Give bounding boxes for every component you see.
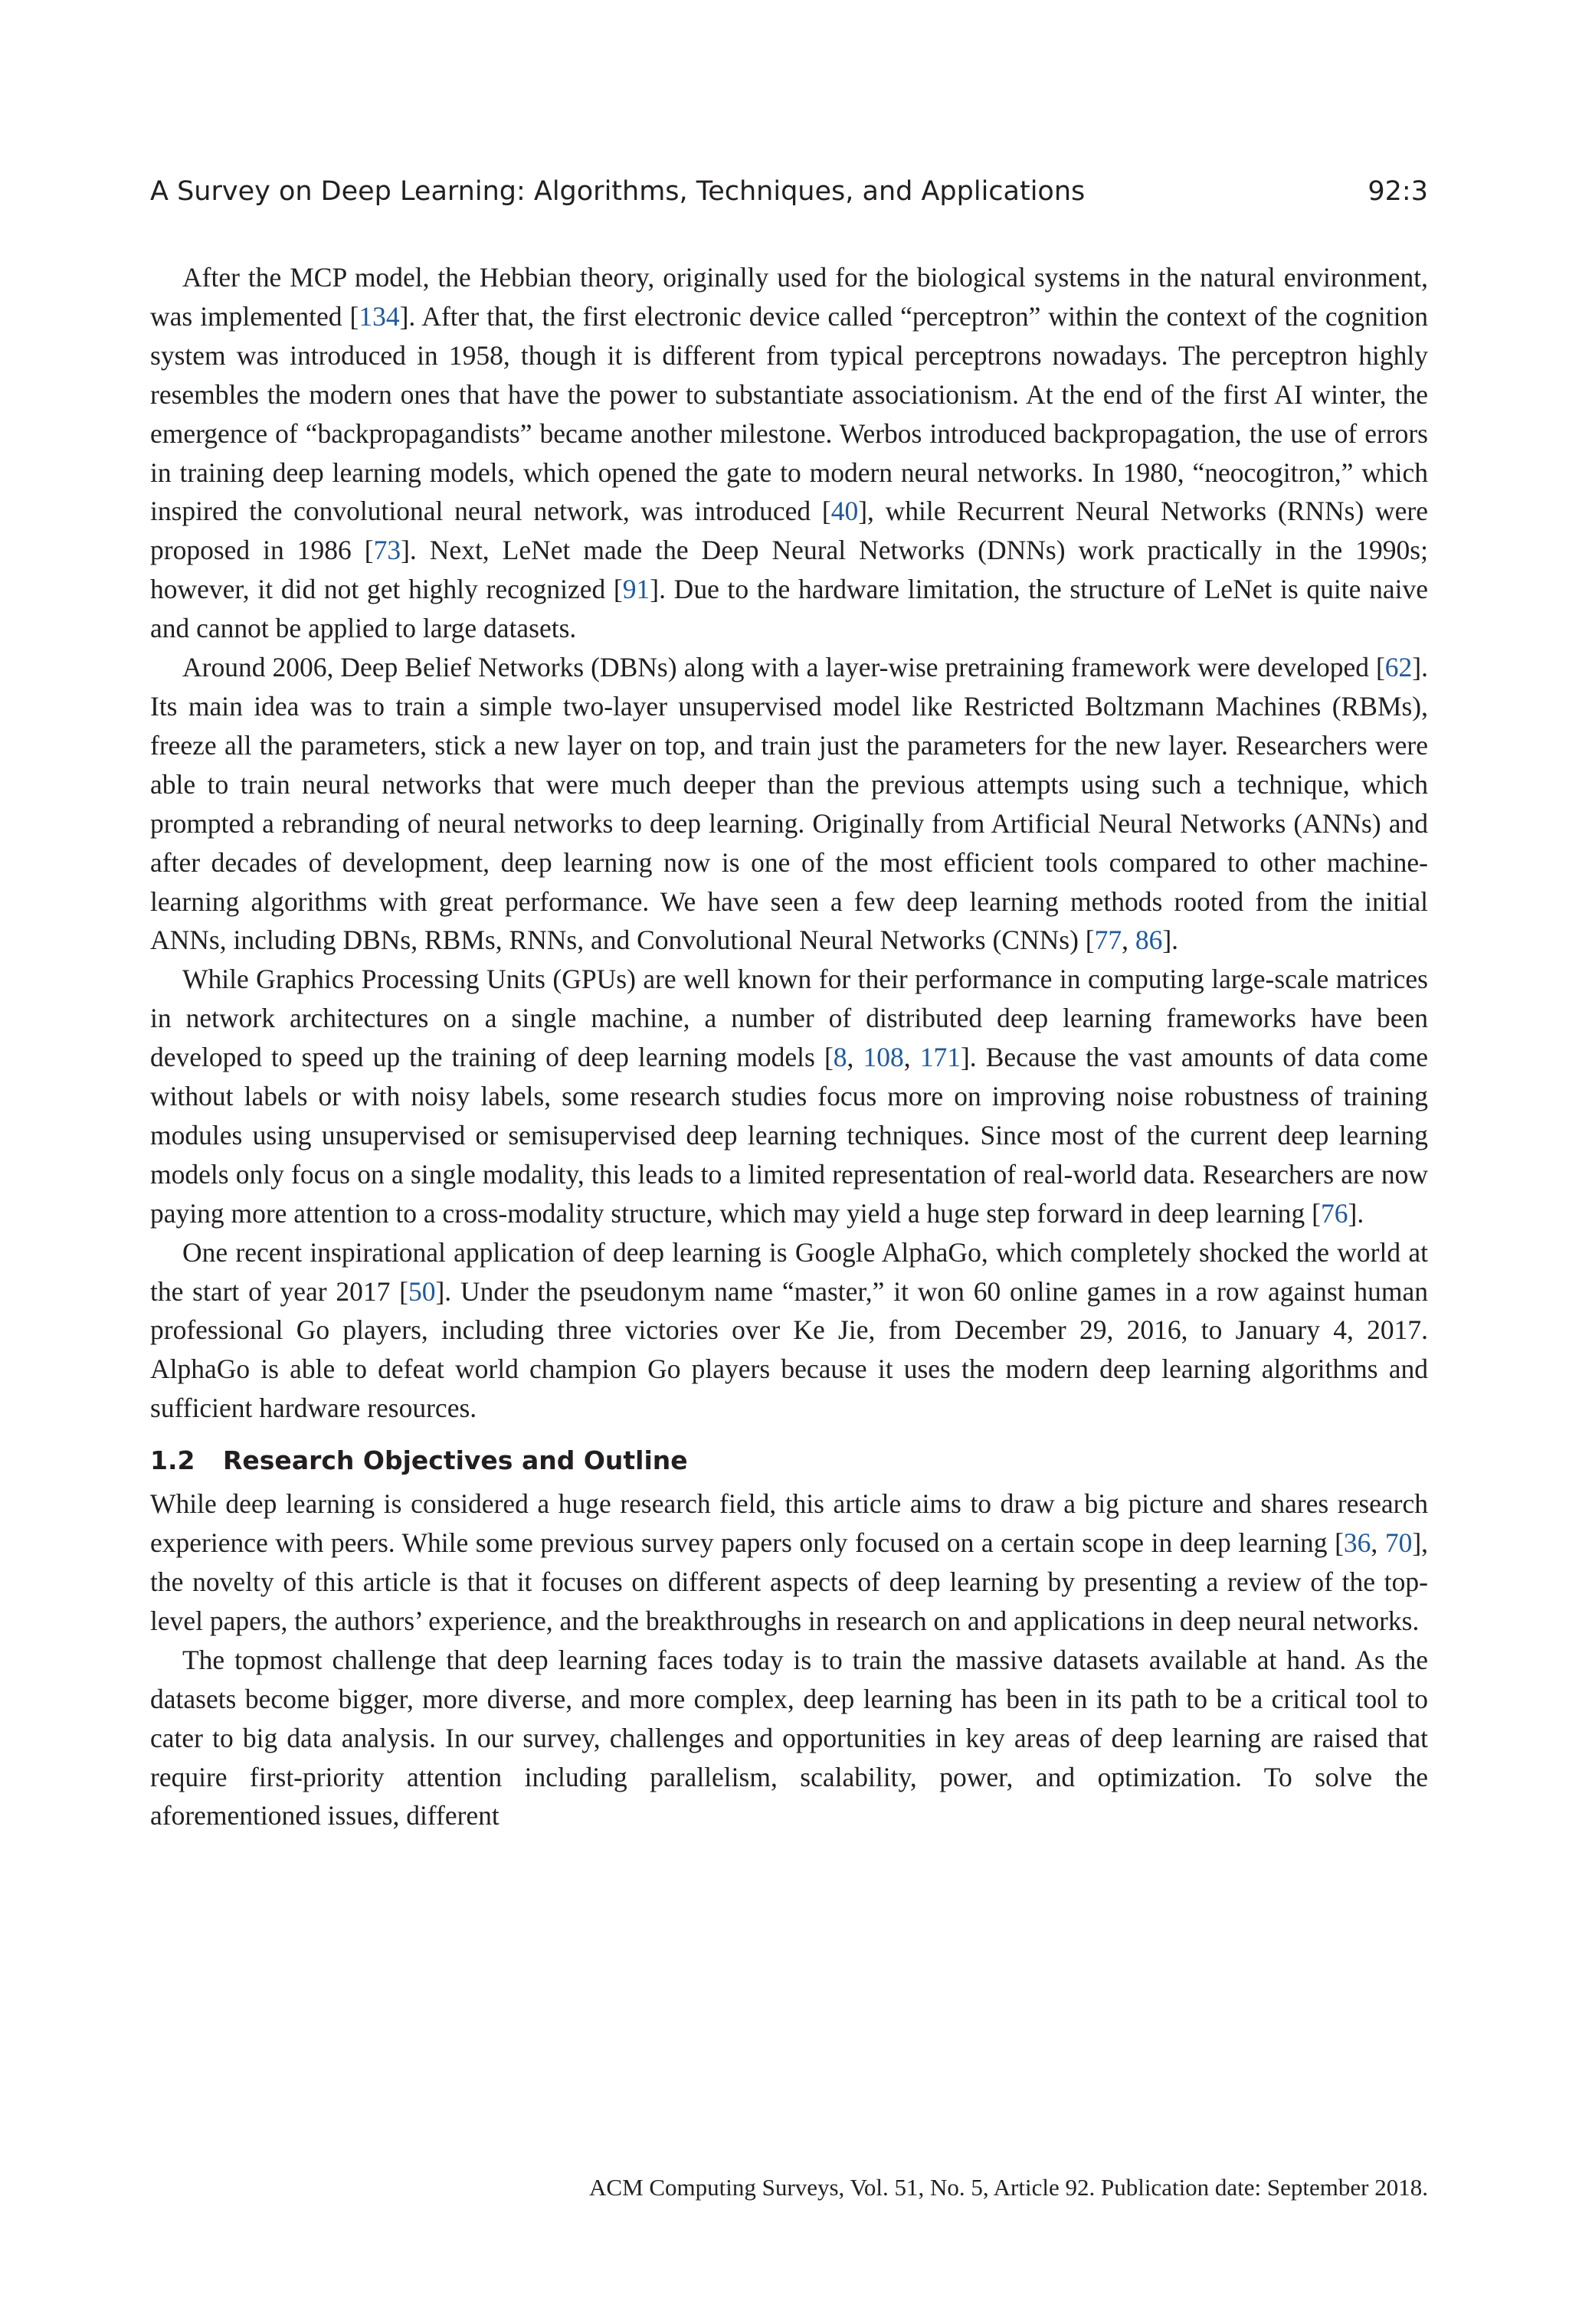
- section-paragraph-2: [150, 1641, 1428, 1836]
- citation-link[interactable]: 86: [1135, 925, 1163, 956]
- citation-link[interactable]: 50: [408, 1275, 436, 1307]
- paragraph-text: ]. After that, the first electronic device called “perceptron” within the context of the cognition system was introduced in 1958, though it is different from typical perceptrons nowadays. The perceptron highly resembles the modern ones that have the power to substantiate associationism. At the end of the first AI winter, the emergence of “backpropagandists” became another milestone. Werbos introduced backpropagation, the use of errors in training deep learning models, which opened the gate to modern neural networks. In 1980, “neocogitron,” which inspired the convolutional neural network, was introduced [: [150, 300, 1429, 527]
- paragraph-text: ]. Its main idea was to train a simple two-layer unsupervised model like Restricted Boltzmann Machines (RBMs), freeze all the parameters, stick a new layer on top, and train just the parameters for the new layer. Researchers were able to train neural networks that were much deeper than the previous attempts using such a technique, which prompted a rebranding of neural networks to deep learning. Originally from Artificial Neural Networks (ANNs) and after decades of development, deep learning now is one of the most efficient tools compared to other machine-learning algorithms with great performance. We have seen a few deep learning methods rooted from the initial ANNs, including DBNs, RBMs, RNNs, and Convolutional Neural Networks (CNNs) [: [150, 652, 1428, 956]
- body-paragraph-2: [150, 648, 1428, 960]
- paragraph-text: ]. Due to the hardware limitation, the structure of LeNet is quite naive and cannot be applied to large datasets.: [150, 574, 1429, 644]
- paragraph-text: ,: [1371, 1527, 1385, 1559]
- paragraph-text: ], the novelty of this article is that it focuses on different aspects of deep learning by presenting a review of the top-level papers, the authors’ experience, and the breakthroughs in research on and applications in deep neural networks.: [150, 1527, 1429, 1636]
- citation-link[interactable]: 108: [863, 1042, 904, 1073]
- citation-link[interactable]: 76: [1321, 1197, 1348, 1229]
- section-number: 1.2: [150, 1445, 195, 1476]
- body-paragraph-3: [150, 960, 1428, 1232]
- paragraph-text: After the MCP model, the Hebbian theory, originally used for the biological systems in the natural environment, was implemented [: [150, 262, 1428, 332]
- journal-footer: ACM Computing Surveys, Vol. 51, No. 5, Article 92. Publication date: September 2018.: [589, 2174, 1428, 2201]
- paper-page: [150, 0, 1428, 2324]
- body-text: [150, 258, 1428, 1835]
- citation-link[interactable]: 36: [1343, 1527, 1371, 1559]
- paragraph-text: ].: [1162, 925, 1179, 956]
- citation-link[interactable]: 8: [833, 1042, 847, 1073]
- paragraph-text: ]. Because the vast amounts of data come without labels or with noisy labels, some research studies focus more on improving noise robustness of training modules using unsupervised or semisupervised deep learning techniques. Since most of the current deep learning models only focus on a single modality, this leads to a limited representation of real-world data. Researchers are now paying more attention to a cross-modality structure, which may yield a huge step forward in deep learning [: [150, 1042, 1428, 1229]
- paragraph-text: ], while Recurrent Neural Networks (RNNs) were proposed in 1986 [: [150, 496, 1428, 566]
- paragraph-text: ]. Under the pseudonym name “master,” it won 60 online games in a row against human professional Go players, including three victories over Ke Jie, from December 29, 2016, to January 4, 2017. AlphaGo is able to defeat world champion Go players because it uses the modern deep learning algorithms and sufficient hardware resources.: [150, 1275, 1428, 1424]
- paragraph-text: Around 2006, Deep Belief Networks (DBNs) along with a layer-wise pretraining framework were developed [: [182, 652, 1385, 683]
- citation-link[interactable]: 40: [830, 496, 859, 527]
- citation-link[interactable]: 91: [622, 574, 650, 605]
- paragraph-text: One recent inspirational application of deep learning is Google AlphaGo, which completely shocked the world at the start of year 2017 [: [150, 1236, 1428, 1307]
- paragraph-text: The topmost challenge that deep learning faces today is to train the massive datasets available at hand. As the datasets become bigger, more diverse, and more complex, deep learning has been in its path to be a critical tool to cater to big data analysis. In our survey, challenges and opportunities in key areas of deep learning are raised that require first-priority attention including parallelism, scalability, power, and optimization. To solve the aforementioned issues, different: [150, 1644, 1428, 1831]
- paragraph-text: ].: [1348, 1197, 1364, 1229]
- body-paragraph-4: [150, 1233, 1428, 1429]
- citation-link[interactable]: 70: [1384, 1527, 1413, 1559]
- paragraph-text: While deep learning is considered a huge research field, this article aims to draw a big picture and shares research experience with peers. While some previous survey papers only focused on a certain scope in deep learning [: [150, 1488, 1428, 1559]
- section-title: Research Objectives and Outline: [223, 1445, 688, 1476]
- running-head-title: A Survey on Deep Learning: Algorithms, Techniques, and Applications: [150, 176, 1086, 207]
- paragraph-text: ]. Next, LeNet made the Deep Neural Networks (DNNs) work practically in the 1990s; however, it did not get highly recognized [: [150, 535, 1428, 605]
- paragraph-text: While Graphics Processing Units (GPUs) are well known for their performance in computing large-scale matrices in network architectures on a single machine, a number of distributed deep learning frameworks have been developed to speed up the training of deep learning models [: [150, 964, 1428, 1073]
- citation-link[interactable]: 77: [1094, 925, 1122, 956]
- citation-link[interactable]: 134: [359, 300, 400, 332]
- citation-link[interactable]: 171: [919, 1042, 961, 1073]
- paragraph-text: ,: [903, 1042, 920, 1073]
- page-number: 92:3: [1368, 176, 1428, 207]
- body-paragraph-1: [150, 258, 1428, 648]
- paragraph-text: ,: [847, 1042, 863, 1073]
- section-paragraph-1: [150, 1484, 1428, 1641]
- citation-link[interactable]: 62: [1384, 652, 1413, 683]
- citation-link[interactable]: 73: [373, 535, 401, 566]
- paragraph-text: ,: [1122, 925, 1135, 956]
- section-heading: [150, 1441, 1428, 1481]
